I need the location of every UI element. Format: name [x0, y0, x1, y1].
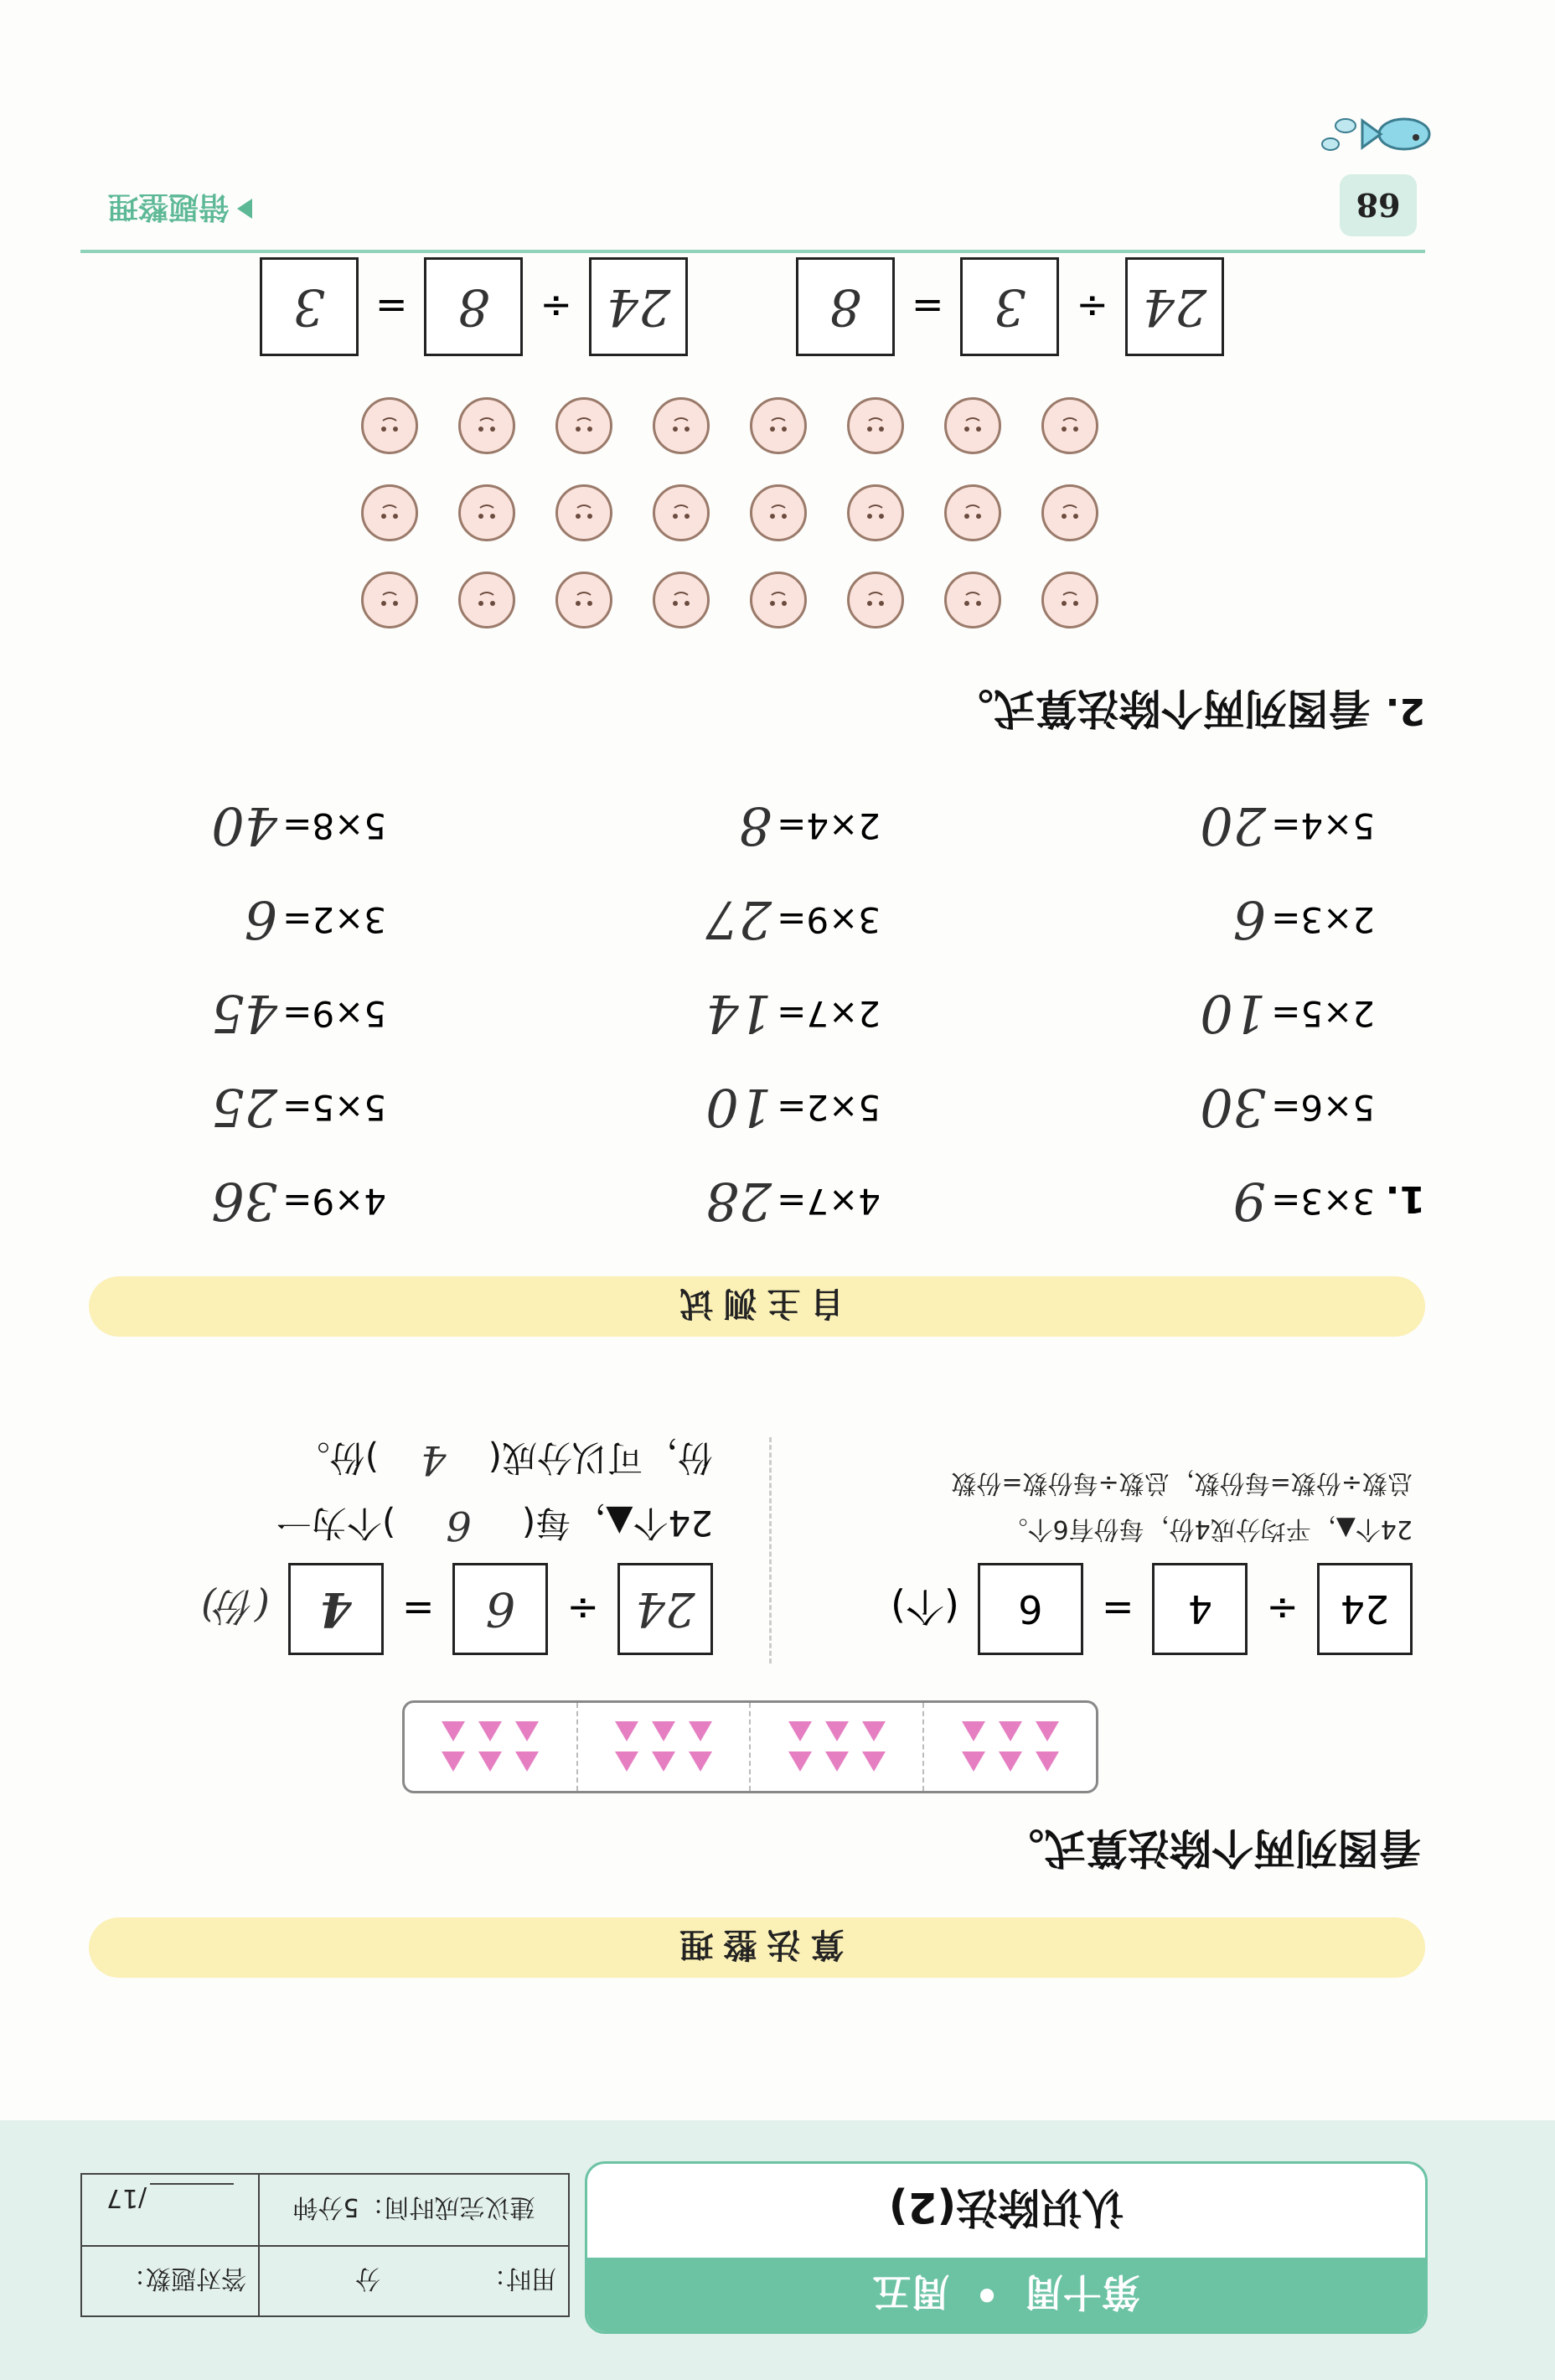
- answer-fill: 6: [446, 1502, 472, 1549]
- handwritten-answer: 40: [211, 795, 278, 856]
- triangle-icon: [615, 1752, 638, 1772]
- day-label: 周五: [872, 2269, 950, 2315]
- fish-icon: [1312, 97, 1438, 168]
- division-equation-right: [201, 1563, 713, 1655]
- face-icon: [361, 484, 418, 541]
- triangle-icon: [825, 1722, 849, 1742]
- handwritten-answer: 25: [211, 1077, 278, 1138]
- triangle-right-icon: [237, 199, 252, 220]
- text-segment: 24个▲，每(: [521, 1503, 713, 1544]
- divide-sign: ÷: [1266, 1586, 1299, 1632]
- triangle-group: [922, 1703, 1096, 1791]
- divisor-box: 4: [1152, 1563, 1248, 1655]
- grid-row: [0, 1077, 1375, 1138]
- expression: 5×4=: [1271, 805, 1375, 846]
- triangle-icon: [689, 1752, 712, 1772]
- quotient-box: 6: [978, 1563, 1083, 1655]
- equals-sign: =: [911, 284, 944, 329]
- q2-equation-2: [260, 257, 688, 356]
- wrong-question-link[interactable]: [108, 188, 252, 230]
- triangle-icon: [999, 1722, 1022, 1742]
- face-icon: [944, 397, 1001, 454]
- divisor-box: 8: [424, 257, 523, 356]
- triangle-icon: [1036, 1752, 1059, 1772]
- face-icon: [750, 397, 807, 454]
- triangle-icon: [788, 1722, 812, 1742]
- quotient-box: 3: [260, 257, 359, 356]
- division-formula: 总数÷份数=每份数，总数÷每份数=份数: [951, 1468, 1413, 1498]
- multiplication-item: [881, 889, 1375, 950]
- multiplication-item: [0, 795, 386, 856]
- text-segment: )份。: [294, 1437, 380, 1478]
- quotient-box: 8: [796, 257, 895, 356]
- info-table: [80, 2173, 570, 2317]
- face-icon: [1041, 572, 1098, 629]
- multiplication-item: [881, 795, 1375, 856]
- triangle-icon: [862, 1752, 886, 1772]
- handwritten-answer: 10: [705, 1077, 772, 1138]
- expression: 5×8=: [282, 805, 386, 846]
- time-used-label: 用时：: [481, 2264, 556, 2293]
- triangle-icon: [1036, 1722, 1059, 1742]
- handwritten-answer: 30: [1200, 1077, 1267, 1138]
- triangle-group-panel: [402, 1700, 1098, 1793]
- face-icon: [750, 484, 807, 541]
- time-used-cell: [258, 2245, 568, 2315]
- face-icon: [944, 572, 1001, 629]
- correct-count-label: 答对题数：: [121, 2264, 246, 2293]
- face-icon: [458, 397, 515, 454]
- face-icon: [847, 484, 904, 541]
- handwritten-answer: 28: [705, 1171, 772, 1232]
- triangle-group: [576, 1703, 750, 1791]
- multiplication-item: [0, 1171, 386, 1232]
- handwritten-answer: 36: [211, 1171, 278, 1232]
- dividend-box: 24: [589, 257, 688, 356]
- handwritten-answer: 45: [211, 983, 278, 1044]
- face-icon: [653, 484, 710, 541]
- face-icon: [555, 484, 612, 541]
- expression: 3×3=: [1271, 1181, 1375, 1222]
- text-segment: 份，可以分成(: [488, 1437, 713, 1478]
- handwritten-answer: 8: [738, 795, 772, 856]
- multiplication-item: [386, 1171, 881, 1232]
- face-icon: [361, 572, 418, 629]
- divide-sign: ÷: [1076, 284, 1108, 329]
- equals-sign: =: [375, 284, 408, 329]
- grid-row: [0, 983, 1375, 1044]
- expression: 2×3=: [1271, 899, 1375, 940]
- section-band-algorithm: 算法整理: [89, 1917, 1425, 1978]
- equals-sign: =: [401, 1586, 435, 1632]
- page-number: 68: [1340, 174, 1417, 236]
- face-icon: [653, 397, 710, 454]
- triangle-icon: [442, 1722, 465, 1742]
- unit-label: (个): [891, 1584, 959, 1629]
- multiplication-item: [881, 983, 1375, 1044]
- face-icon: [458, 484, 515, 541]
- question-number: 1.: [1385, 1177, 1425, 1220]
- right-text-line2: [295, 1435, 713, 1485]
- triangle-icon: [478, 1722, 502, 1742]
- q2-equation-1: [796, 257, 1224, 356]
- correct-total-cell: [82, 2175, 258, 2245]
- expression: 2×5=: [1271, 993, 1375, 1034]
- multiplication-item: [0, 889, 386, 950]
- expression: 5×5=: [282, 1087, 386, 1128]
- face-icon: [847, 572, 904, 629]
- dividend-box: 24: [617, 1563, 713, 1655]
- header-panel: [585, 2161, 1428, 2334]
- right-text-line1: [276, 1500, 713, 1550]
- triangle-group: [750, 1703, 923, 1791]
- multiplication-item: [0, 983, 386, 1044]
- wrong-question-label: 错题整理: [107, 189, 229, 224]
- expression: 5×2=: [777, 1087, 881, 1128]
- section-band-self-test: 自主测试: [89, 1276, 1425, 1337]
- divisor-box: 6: [452, 1563, 548, 1655]
- face-icon: [555, 572, 612, 629]
- face-icon: [750, 572, 807, 629]
- triangle-icon: [515, 1752, 539, 1772]
- triangle-icon: [962, 1722, 985, 1742]
- grid-row: [0, 795, 1375, 856]
- multiplication-item: [386, 795, 881, 856]
- triangle-icon: [478, 1752, 502, 1772]
- multiplication-item: [0, 1077, 386, 1138]
- triangle-icon: [652, 1722, 675, 1742]
- face-icon: [555, 397, 612, 454]
- prompt-text: 看图列两个除法算式。: [951, 684, 1371, 732]
- multiplication-item: [881, 1077, 1375, 1138]
- grid-row: [0, 889, 1375, 950]
- expression: 5×9=: [282, 993, 386, 1034]
- face-icon: [458, 572, 515, 629]
- divisor-box: 3: [960, 257, 1059, 356]
- left-explanation: 24个▲，平均分成4份，每份有6个。: [1002, 1514, 1413, 1544]
- triangle-icon: [689, 1722, 712, 1742]
- week-label: 第十周: [1024, 2269, 1140, 2315]
- face-icon: [1041, 484, 1098, 541]
- expression: 3×9=: [777, 899, 881, 940]
- quotient-box: 4: [288, 1563, 384, 1655]
- dividend-box: 24: [1125, 257, 1224, 356]
- time-unit: 分: [355, 2264, 380, 2293]
- divide-sign: ÷: [540, 284, 572, 329]
- face-icon: [847, 397, 904, 454]
- multiplication-item: [881, 1171, 1375, 1232]
- triangle-icon: [442, 1752, 465, 1772]
- face-icon: [944, 484, 1001, 541]
- answer-fill: 4: [421, 1436, 447, 1483]
- suggested-time: 建议完成时间：5分钟: [258, 2175, 568, 2245]
- expression: 4×7=: [777, 1181, 881, 1222]
- section1-prompt: 看图列两个除法算式。: [1002, 1824, 1421, 1872]
- triangle-group: [405, 1703, 576, 1791]
- triangle-icon: [862, 1722, 886, 1742]
- handwritten-answer: 9: [1232, 1171, 1267, 1232]
- expression: 2×7=: [777, 993, 881, 1034]
- triangle-icon: [962, 1752, 985, 1772]
- handwritten-answer: 6: [244, 889, 278, 950]
- division-equation-left: [891, 1563, 1413, 1655]
- grid-row: [0, 1171, 1375, 1232]
- unit-label: (份): [201, 1584, 270, 1629]
- correct-count-cell: [82, 2245, 258, 2315]
- triangle-icon: [999, 1752, 1022, 1772]
- expression: 3×2=: [282, 899, 386, 940]
- triangle-icon: [615, 1722, 638, 1742]
- expression: 2×4=: [777, 805, 881, 846]
- week-bar: [587, 2258, 1425, 2331]
- correct-total: /17: [106, 2183, 147, 2212]
- face-icon: [361, 397, 418, 454]
- triangle-icon: [652, 1752, 675, 1772]
- handwritten-answer: 27: [705, 889, 772, 950]
- text-segment: )个为一: [276, 1503, 396, 1544]
- separator-dot: •: [974, 2272, 1000, 2317]
- expression: 5×6=: [1271, 1087, 1375, 1128]
- footer-rule: [80, 250, 1425, 253]
- multiplication-item: [386, 889, 881, 950]
- equals-sign: =: [1101, 1586, 1134, 1632]
- multiplication-item: [386, 983, 881, 1044]
- multiplication-item: [386, 1077, 881, 1138]
- expression: 4×9=: [282, 1181, 386, 1222]
- question2-prompt: [952, 681, 1425, 742]
- face-icon: [1041, 397, 1098, 454]
- divide-sign: ÷: [566, 1586, 599, 1632]
- triangle-icon: [515, 1722, 539, 1742]
- face-icon: [653, 572, 710, 629]
- face-array: [366, 397, 1098, 629]
- lesson-title: 认识除法(2): [888, 2183, 1124, 2232]
- column-divider: [769, 1437, 772, 1663]
- handwritten-answer: 14: [705, 983, 772, 1044]
- handwritten-answer: 6: [1232, 889, 1267, 950]
- handwritten-answer: 20: [1200, 795, 1267, 856]
- dividend-box: 24: [1317, 1563, 1413, 1655]
- triangle-icon: [825, 1752, 849, 1772]
- correct-blank: [150, 2183, 234, 2185]
- handwritten-answer: 10: [1200, 983, 1267, 1044]
- question-number: 2.: [1385, 690, 1425, 733]
- triangle-icon: [788, 1752, 812, 1772]
